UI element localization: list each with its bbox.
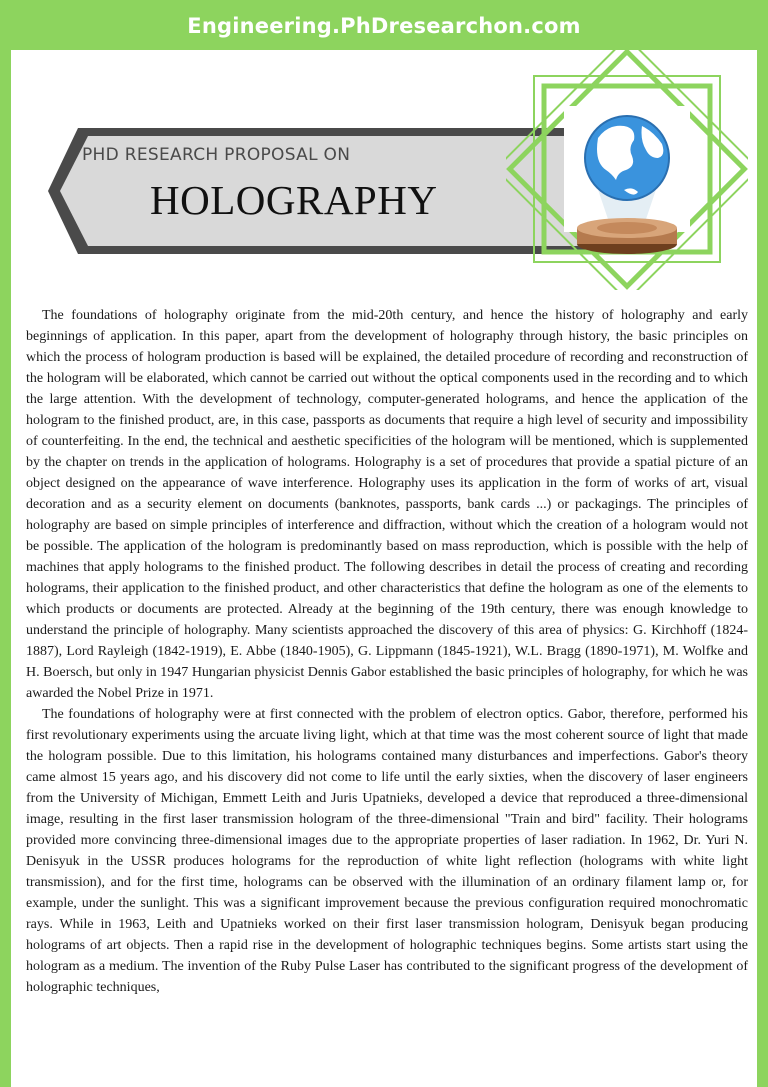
proposal-body [26,305,748,998]
banner-title: HOLOGRAPHY [150,177,438,223]
globe-hologram-icon [506,48,748,290]
banner-subtitle: PHD RESEARCH PROPOSAL ON [82,145,351,165]
body-paragraph-2: The foundations of holography were at first connected with the problem of electron optics. Gabor, therefore, performed his first revolutionary experiments using the arcuate living light, which at that time was the most coherent source of light that made the hologram possible. Due to this limitation, his holograms contained many disturbances and imperfections. Gabor's theory came almost 15 years ago, and his discovery did not come to life until the early sixties, when the discovery of laser engineers from the University of Michigan, Emmett Leith and Juris Upatnieks, developed a device that reproduced a three-dimensional image, resulting in the first laser transmission hologram of the three-dimensional "Train and bird" facility. Their holograms provided more convincing three-dimensional images due to the appropriate properties of laser radiation. In 1962, Dr. Yuri N. Denisyuk in the USSR produces holograms for the reproduction of white light reflection (holograms with white light transmission), and for the first time, holograms can be observed with the illumination of an ordinary filament lamp or, for example, under the sunlight. This was a significant improvement because the previous configuration required monochromatic rays. While in 1963, Leith and Upatnieks worked on their first laser transmission hologram, Denisyuk began producing holograms of art objects. Then a rapid rise in the development of holographic techniques begins. Some artists start using the hologram as a medium. The invention of the Ruby Pulse Laser has contributed to the significant progress of the development of holographic techniques, [26,707,748,995]
body-paragraph-1: The foundations of holography originate from the mid-20th century, and hence the history of holography and early beginnings of application. In this paper, apart from the development of holography through history, the basic principles on which the process of hologram production is based will be explained, the detailed procedure of recording and reconstruction of the hologram will be elaborated, which cannot be carried out without the optical components used in the recording and to which the large attention. With the development of technology, computer-generated holograms, and hence the application of the hologram to the finished product, are, in this case, passports as documents that require a high level of security and impossibility of counterfeiting. In the end, the technical and aesthetic specificities of the hologram will be mentioned, which is supplemented by the chapter on trends in the application of holograms. Holography is a set of procedures that provide a spatial picture of an object designed on the appearance of wave interference. Holography uses its application in the form of works of art, visual decoration and as a security element on documents (banknotes, passports, bank cards ...) or packagings. The principles of holography are based on simple principles of interference and diffraction, without which the creation of a hologram would not be possible. The application of the hologram is predominantly based on mass reproduction, which is possible with the help of machines that apply holograms to the finished product. The following describes in detail the process of creating and recording holograms, their application to the finished product, and other characteristics that define the hologram as one of the elements to which products or documents are protected. Already at the beginning of the 19th century, there was enough knowledge to understand the principle of holography. Many scientists approached the discovery of this area of physics: G. Kirchhoff (1824-1887), Lord Rayleigh (1842-1919), E. Abbe (1840-1905), G. Lippmann (1845-1921), W.L. Bragg (1890-1971), M. Wolfke and H. Boersch, but only in 1947 Hungarian physicist Dennis Gabor established the basic principles of holography, for which he was awarded the Nobel Prize in 1971. [26,308,748,701]
site-title[interactable]: Engineering.PhDresearchon.com [187,14,581,38]
